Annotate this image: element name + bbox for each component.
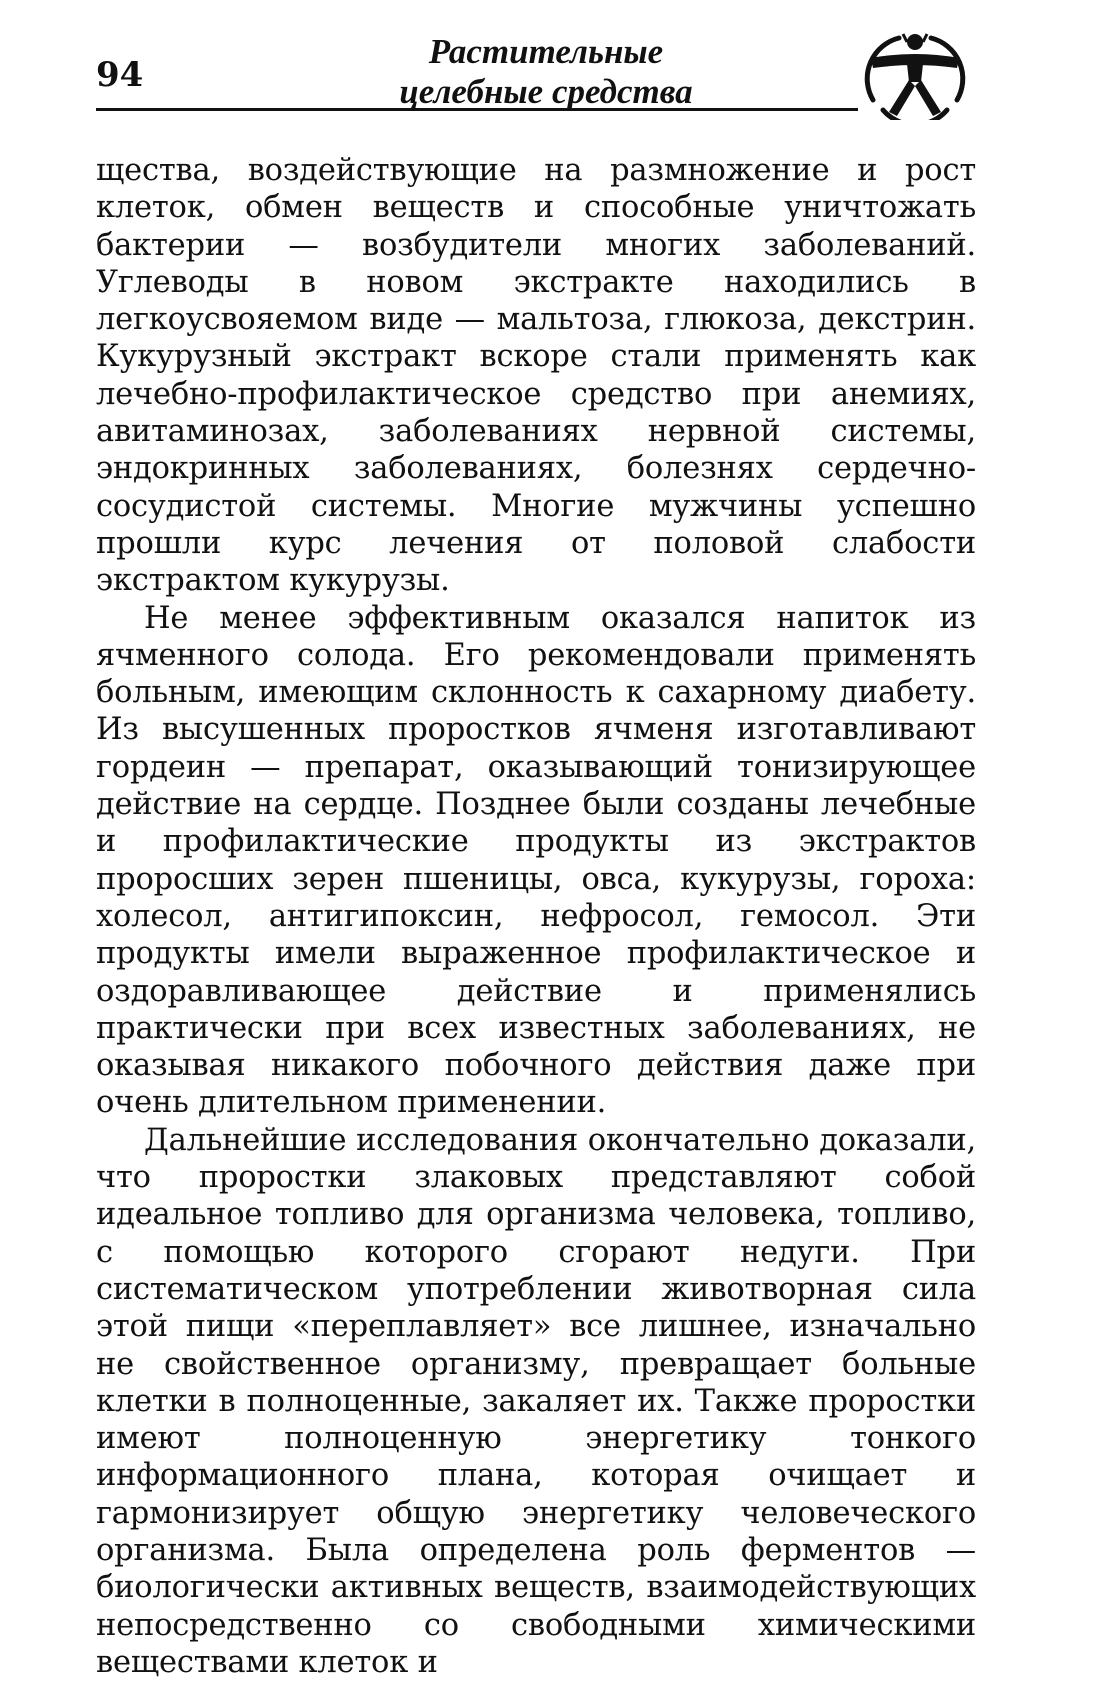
paragraph-2: Не менее эффективным оказался напиток из ячменного солода. Его рекомендовали применять больным, имеющим склонность к сахарному диабету. Из высушенных проростков ячменя изготавливают гордеин — препарат, оказывающий тонизирующее действие на сердце. Позднее были созданы лечебные и профилактические продукты из экстрактов проросших зерен пшеницы, овса, кукурузы, гороха: холесол, антигипоксин, нефросол, гемосол. Эти продукты имели выраженное профилактическое и оздоравливающее действие и применялись практически при всех известных заболеваниях, не оказывая никакого побочного действия даже при очень длительном применении. bbox=[96, 600, 976, 1121]
page-number: 94 bbox=[96, 55, 144, 95]
running-title-line-2: целебные средства bbox=[399, 72, 693, 111]
paragraph-3: Дальнейшие исследования окончательно доказали, что проростки злаковых представляют собой идеальное топливо для организма человека, топливо, с помощью которого сгорают недуги. При систематическом употреблении животворная сила этой пищи «переплавляет» все лишнее, изначально не свойственное организму, превращает больные клетки в полноценные, закаляет их. Также проростки имеют полноценную энергетику тонкого информационного плана, которая очищает и гармонизирует общую энергетику человеческого организма. Была определена роль ферментов — биологически активных веществ, взаимодействующих непосредственно со свободными химическими веществами клеток и bbox=[96, 1122, 976, 1680]
running-title-line-1: Растительные bbox=[428, 32, 664, 71]
page-header bbox=[96, 28, 996, 120]
paragraph-1: щества, воздействующие на размножение и рост клеток, обмен веществ и способные уничтожать бактерии — возбудители многих заболеваний. Углеводы в новом экстракте находились в легкоусвояемом виде — мальтоза, глюкоза, декстрин. Кукурузный экстракт вскоре стали применять как лечебно-профилактическое средство при анемиях, авитаминозах, заболеваниях нервной системы, эндокринных заболеваниях, болезнях сердечно-сосудистой системы. Многие мужчины успешно прошли курс лечения от половой слабости экстрактом кукурузы. bbox=[96, 153, 976, 599]
human-figure-emblem-icon bbox=[853, 28, 977, 120]
body-text bbox=[96, 152, 976, 1681]
header-rule bbox=[96, 108, 858, 111]
running-title bbox=[336, 32, 756, 112]
